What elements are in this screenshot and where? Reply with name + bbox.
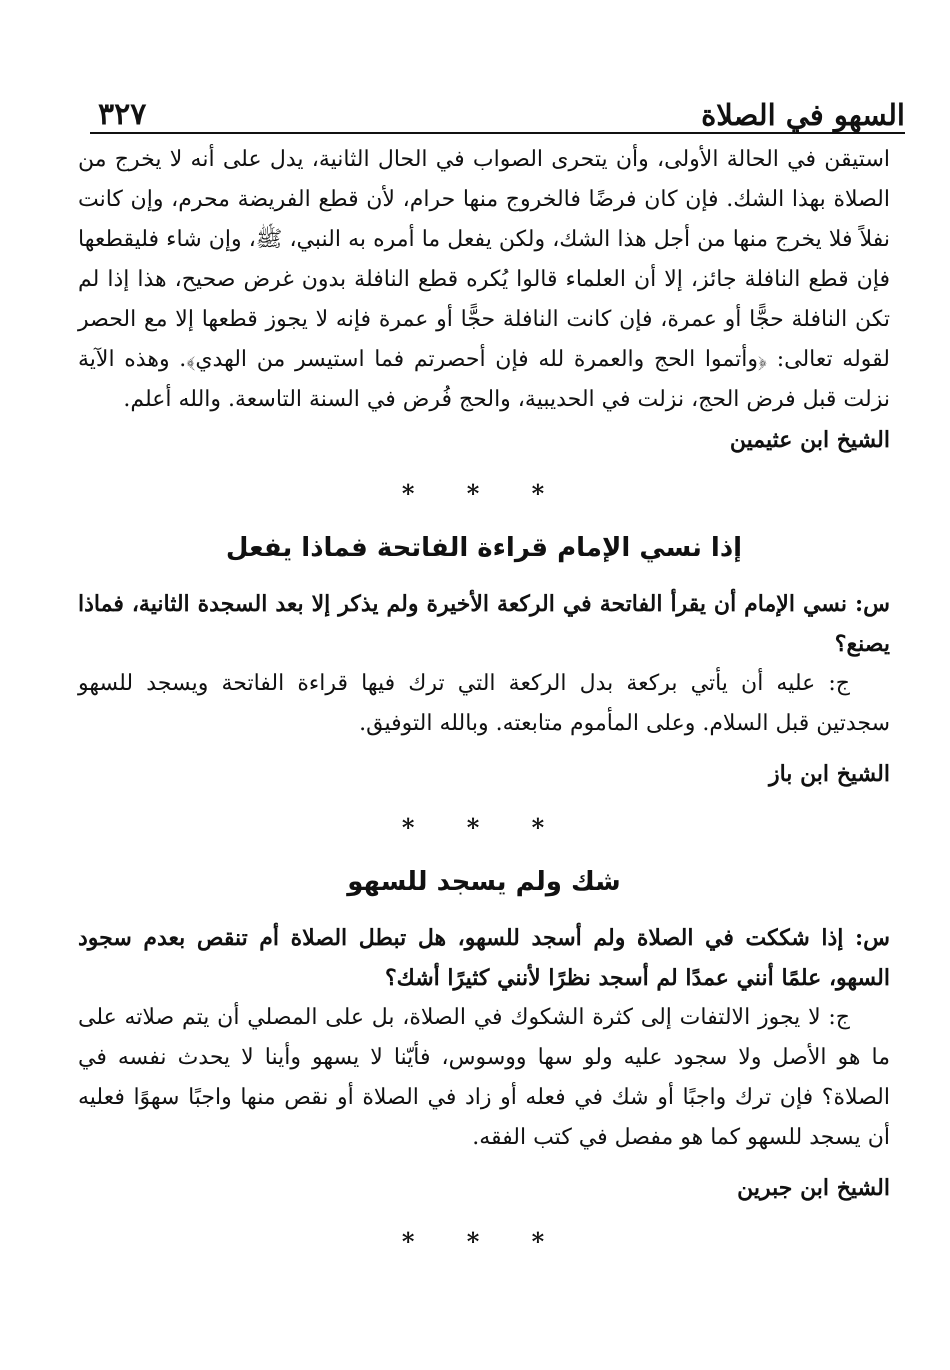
signature-ibn-uthaymeen: الشيخ ابن عثيمين [729, 427, 890, 453]
page-header [90, 84, 905, 134]
signature-ibn-baz: الشيخ ابن باز [768, 761, 890, 787]
section-separator: * * * [401, 813, 567, 842]
section-separator: * * * [401, 1227, 567, 1256]
intro-paragraph: استيقن في الحالة الأولى، وأن يتحرى الصواب في الحال الثانية، يدل على أنه لا يخرج من الصلاة بهذا الشك. فإن كان فرضًا فالخروج منها حرام، لأن قطع الفريضة محرم، وإن كانت نفلاً فلا يخرج منها من أجل هذا الشك، ولكن يفعل ما أمره به النبي، ﷺ، وإن شاء فليقطعها فإن قطع النافلة جائز، إلا أن العلماء قالوا يُكره قطع النافلة بدون غرض صحيح، هذا إذا لم تكن النافلة حجًّا أو عمرة، فإن كانت النافلة حجًّا أو عمرة فإنه لا يجوز قطعها إلا مع الحصر لقوله تعالى: ﴿وأتموا الحج والعمرة لله فإن أحصرتم فما استيسر من الهدي﴾. وهذه الآية نزلت قبل فرض الحج، نزلت في الحديبية، والحج فُرض في السنة التاسعة. والله أعلم. [78, 147, 890, 412]
page-content [78, 140, 890, 1274]
question-doubt: س: إذا شككت في الصلاة ولم أسجد للسهو، هل تبطل الصلاة أم تنقص بعدم سجود السهو، علمًا أنني عمدًا لم أسجد نظرًا لأنني كثيرًا أشك؟ [78, 925, 890, 991]
answer-doubt: ج: لا يجوز الالتفات إلى كثرة الشكوك في الصلاة، بل على المصلي أن يتم صلاته على ما هو الأصل ولا سجود عليه ولو سها ووسوس، فأيّنا لا يسهو وأينا لا يحدث نفسه في الصلاة؟ فإن ترك واجبًا أو شك في فعله أو زاد في الصلاة أو نقص منها واجبًا سهوًا فعليه أن يسجد للسهو كما هو مفصل في كتب الفقه. [78, 1005, 890, 1150]
section-title-doubt: شك ولم يسجد للسهو [347, 867, 621, 897]
section-title-fatiha: إذا نسي الإمام قراءة الفاتحة فماذا يفعل [225, 533, 743, 563]
page-number: ٣٢٧ [98, 97, 147, 132]
running-title: السهو في الصلاة [701, 98, 905, 132]
answer-fatiha: ج: عليه أن يأتي بركعة بدل الركعة التي ترك فيها قراءة الفاتحة ويسجد للسهو سجدتين قبل السلام. وعلى المأموم متابعته. وبالله التوفيق. [78, 671, 890, 736]
section-separator: * * * [401, 479, 567, 508]
signature-ibn-jibreen: الشيخ ابن جبرين [737, 1175, 890, 1201]
question-fatiha: س: نسي الإمام أن يقرأ الفاتحة في الركعة الأخيرة ولم يذكر إلا بعد السجدة الثانية، فماذا يصنع؟ [78, 591, 890, 657]
